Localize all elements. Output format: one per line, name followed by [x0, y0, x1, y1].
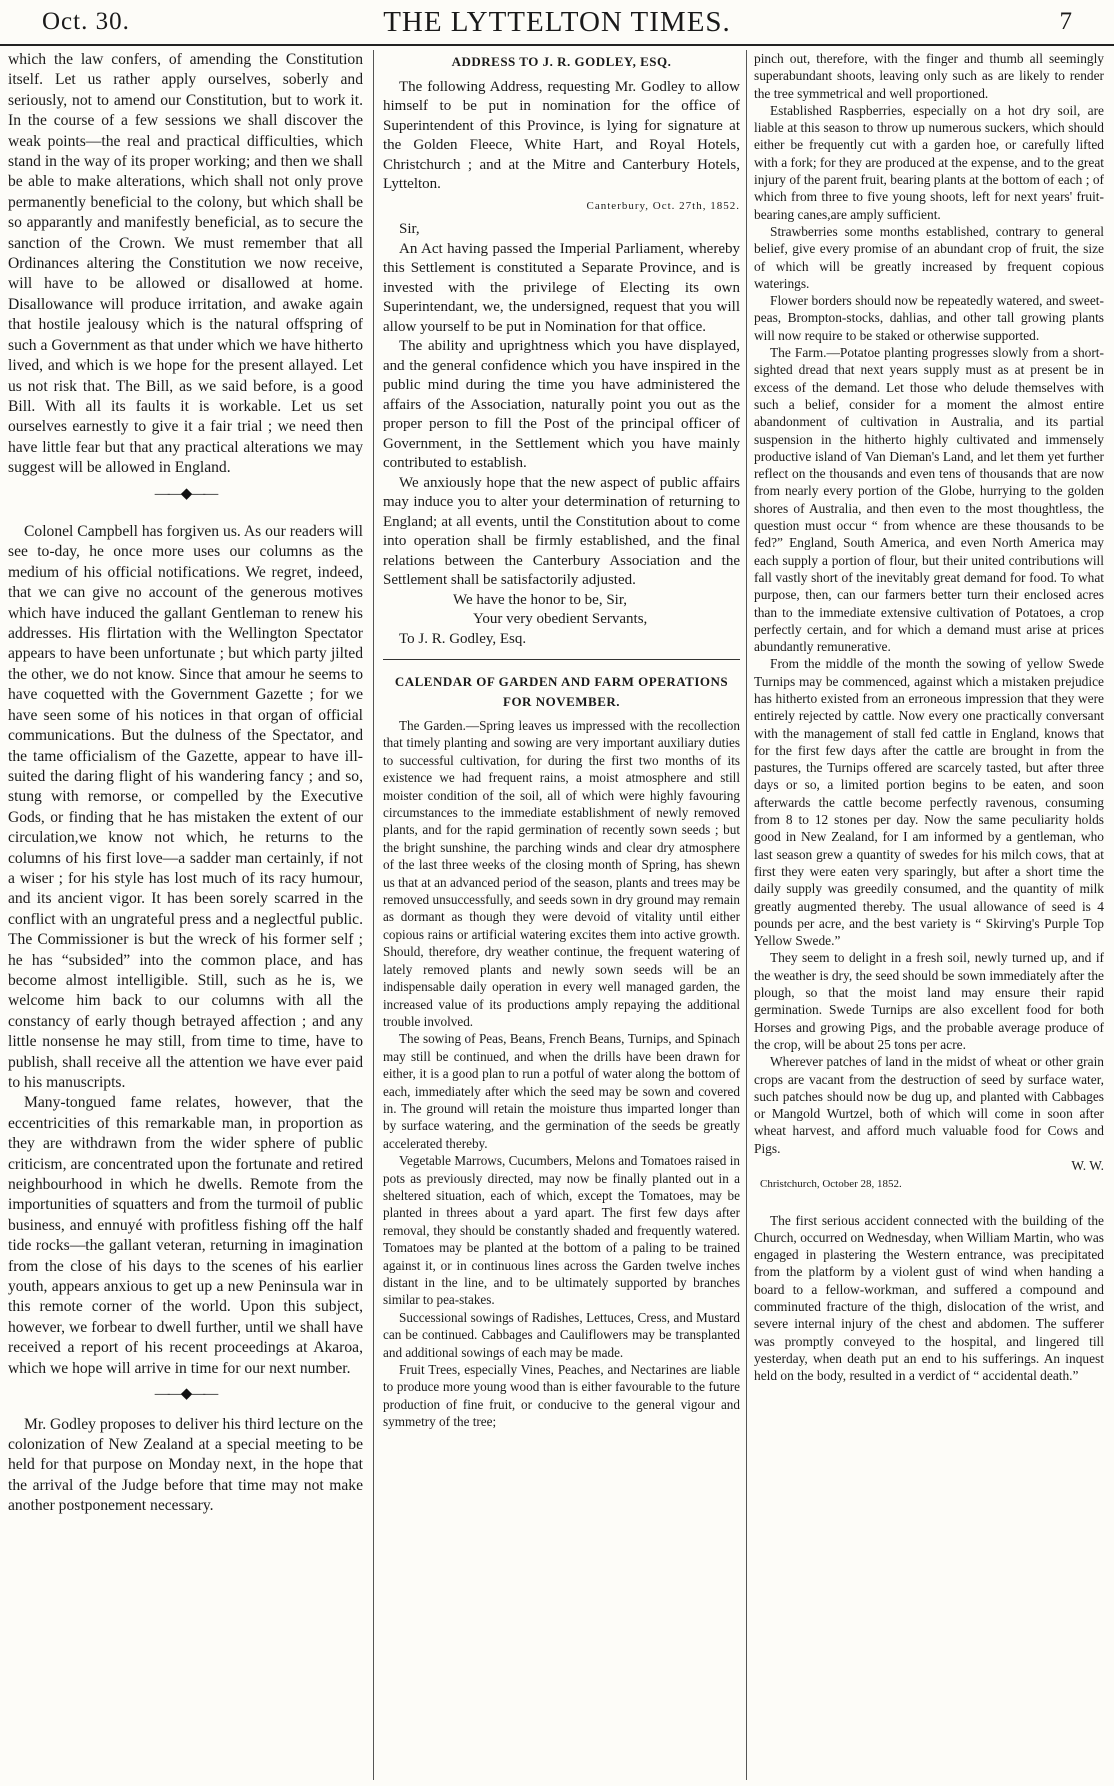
editorial-paragraph: Colonel Campbell has forgiven us. As our readers will see to-day, he once more uses our columns as the medium of his official notifications. We regret, indeed, that we can give no account of the generous motives which have induced the gallant Gentleman to renew his addresses. His flirtation with the Wellington Spectator appears to have been unfortunate ; but which party jilted the other, we do not know. Since that amour he seems to have coquetted with the Government Gazette ; for we have seen some of his notices in that organ of official communications. But the dulness of the Spectator, and the tame officialism of the Gazette, appear to have ill-suited the daring flight of his wandering fancy ; and so, stung with remorse, or compelled by the Executive Gods, or finding that he has mistaken the extent of our circulation,we know not which, he returns to the columns of his first love—a sadder man certainly, if not a wiser ; for his style has lost much of its racy humour, and its ancient vigor. It has been sorely scarred in the conflict with an ungrateful press and a neglectful public. The Commissioner is but the wreck of his former self ; he has “subsided” into the common place, and has become almost intelligible. Still, such as he is, we welcome him back to our columns with all the constancy of early though betrayed affection ; and any little nonsense he may still, from time to time, have to publish, shall receive all the attention we have ever paid to his manuscripts. — [8, 523, 363, 1091]
column-3 — [754, 50, 1104, 1782]
ornament-divider: ——◆—— — [154, 485, 217, 502]
place-date: Christchurch, October 28, 1852. — [760, 1178, 902, 1191]
page-number: 7 — [1059, 8, 1072, 35]
column-1 — [8, 50, 363, 1782]
closing-line: Your very obedient Servants, — [473, 611, 648, 627]
article-paragraph: An Act having passed the Imperial Parliament, whereby this Settlement is constituted a Separate Province, and is invested with the privilege of Electing its own Superintendant, we, the undersigned, request that you will allow yourself to be put in Nomination for that office. — [383, 240, 740, 335]
editorial-paragraph: Mr. Godley proposes to deliver his third lecture on the colonization of New Zealand at a special meeting to be held for that purpose on Monday next, in the hope that the arrival of the Judge before that time may not make another postponement necessary. — [8, 1415, 363, 1515]
article-paragraph: Wherever patches of land in the midst of wheat or other grain crops are vacant from the destruction of seed by surface water, such patches should now be dug up, and planted with Cabbages or Mangold Wurtzel, both of which will come in soon after wheat harvest, and afford much valuable food for Cows and Pigs. — [754, 1054, 1104, 1156]
article-paragraph: Successional sowings of Radishes, Lettuces, Cress, and Mustard can be continued. Cabbages and Cauliflowers may be transplanted and additional sowings of each may be made. — [383, 1309, 740, 1360]
article-paragraph: The ability and uprightness which you have displayed, and the general confidence which you have inspired in the public mind during the time you have administered the affairs of the Association, naturally point you out as the proper person to fill the Post of the principal officer of Government, in the Settlement which you have mainly contributed to establish. — [383, 338, 740, 471]
article-paragraph: The following Address, requesting Mr. Godley to allow himself to be put in nomination for the office of Superintendent of this Province, is lying for signature at the Golden Fleece, White Hart, and Royal Hotels, Christchurch ; and at the Mitre and Canterbury Hotels, Lyttelton. — [383, 78, 740, 192]
signature: W. W. — [1071, 1158, 1104, 1173]
article-paragraph: The sowing of Peas, Beans, French Beans, Turnips, and Spinach may still be continued, and when the drills have been drawn for either, it is a good plan to run a potful of water along the bottom of each, immediately after which the seed may be sown and covered in. The ground will retain the moisture thus imparted longer than by surface watering, and the germination of the seeds be greatly accelerated thereby. — [383, 1031, 740, 1151]
article-paragraph: The Farm.—Potatoe planting progresses slowly from a short-sighted dread that next years supply must as at present be in excess of the demand. Let those who delude themselves with such a belief, consider for a moment the almost entire abandonment of cultivation in Australia, and its partial suspension in the hitherto highly cultivated and immensely productive island of Van Dieman's Land, and let them yet further reflect on the thousands and even tens of thousands that are now from nearly every portion of the Globe, hurrying to the golden shores of Australia, and then even to the most thoughtless, the question must occur “ from whence are these thousands to be fed?” England, South America, and even North America may each supply a portion of flour, but their united contributions will fall vastly short of the inevitably great demand for food. To what purpose, then, can our farmers better turn their enclosed acres than to the immediate extensive cultivation of Potatoes, a crop perfectly certain, and for which a demand must arise at prices abundantly remunerative. — [754, 345, 1104, 655]
issue-date: Oct. 30. — [42, 8, 130, 35]
article-paragraph: pinch out, therefore, with the finger and thumb all seemingly superabundant shoots, leaving only such as are likely to render the tree symmetrical and well proportioned. — [754, 51, 1104, 101]
article-paragraph: Established Raspberries, especially on a hot dry soil, are liable at this season to throw up numerous suckers, which should either be frequently cut with a garden hoe, or carefully lifted with a fork; for they are produced at the expense, and to the great injury of the parent fruit, bearing plants at the bottom of each ; of which from three to five young shoots, left for next years' fruit-bearing canes,are amply sufficient. — [754, 102, 1104, 222]
newspaper-title: THE LYTTELTON TIMES. — [383, 6, 731, 38]
editorial-paragraph: which the law confers, of amending the Constitution itself. Let us rather apply ourselves, soberly and seriously, not to amend our Constitution, but to work it. In the course of a few sessions we shall discover the weak points—the real and practical difficulties, which stand in the way of its proper working; and then we shall be able to make alterations, which shall not only prove permanently beneficial to the colony, but which shall be so apparantly and manifestly beneficial, as to secure the sanction of the Crown. We must remember that all Ordinances altering the Constitution we now receive, will have to be allowed or disallowed at home. Disallowance will produce irritation, and awake again that hostile jealousy which is the natural offspring of such a Government as that under which we have hitherto lived, and which is we hope for the present allayed. Let us not risk that. The Bill, as we said before, is a good Bill. With all its faults it is workable. Let us set ourselves earnestly to give it a fair trial ; we need then have little fear but that any practical alterations we may suggest will be allowed in England. — [8, 51, 363, 477]
article-paragraph: Fruit Trees, especially Vines, Peaches, and Nectarines are liable to produce more young wood than is either favourable to the future production of fine fruit, or conducive to the general vigour and symmetry of the tree; — [383, 1362, 740, 1430]
article-paragraph: The first serious accident connected with the building of the Church, occurred on Wednesday, when William Martin, who was engaged in plastering the Western entrance, was precipitated from the platform by a violent gust of wind when handing a board to a fellow-workman, and suffered a compound and comminuted fracture of the thigh, dislocation of the wrist, and severe internal injury of the chest and abdomen. The sufferer was promptly conveyed to the hospital, and lingered till yesterday, when death put an end to his sufferings. An inquest held on the body, resulted in a verdict of “ accidental death.” — [754, 1212, 1104, 1384]
article-paragraph: We anxiously hope that the new aspect of public affairs may induce you to alter your determination of returning to England; at all events, until the Constitution about to come into operation shall be firmly established, and the final relations between the Canterbury Association and the Settlement shall be satisfactorily adjusted. — [383, 474, 740, 588]
ornament-divider: ——◆—— — [154, 1386, 217, 1403]
closing-line: We have the honor to be, Sir, — [453, 591, 627, 608]
article-paragraph: The Garden.—Spring leaves us impressed with the recollection that timely planting and sowing are very important auxiliary duties to successful cultivation, for during the first two months of its existence we had frequent rains, a moist atmosphere and still moister condition of the soil, all of which were highly favouring circumstances to the immediate establishment of newly removed plants, and for the rapid germination of recently sown seeds ; but the bright sunshine, the parching winds and clear dry atmosphere of the last three weeks of the closing month of Spring, has shewn us that at an advanced period of the season, plants and trees may be removed unsuccessfully, and seeds sown in dry ground may remain as dormant as though they were devoid of vitality until either copious rains or artificial watering excites them into active growth. Should, therefore, dry weather continue, the frequent watering of lately removed plants and newly sown seeds will be an indispensable daily operation in every well managed garden, the increased value of its productions amply repaying the additional trouble involved. — [383, 718, 740, 1029]
article-paragraph: Vegetable Marrows, Cucumbers, Melons and Tomatoes raised in pots as previously directed, may now be finally planted out in a sheltered situation, each of which, except the Tomatoes, may be planted in threes about a yard apart. The first few days after removal, they should be constantly shaded and frequently watered. Tomatoes may be planted at the bottom of a paling to be trained against it, or in continuous lines across the Garden twelve inches distant in the line, and to be ultimately supported by branches similar to pea-stakes. — [383, 1153, 740, 1308]
article-paragraph: From the middle of the month the sowing of yellow Swede Turnips may be commenced, against which a mistaken prejudice has hitherto existed from an erroneous impression that they were entirely rejected by cattle. Now every one practically conversant with the management of stall fed cattle in England, knows that for the first few days after the cattle are brought in from the pastures, the Turnips offered are scarcely tasted, but after three days or so, a limited portion begins to be eaten, and soon afterwards the cattle become perfectly ravenous, consuming from 8 to 12 stones per day. Now the same peculiarity holds good in New Zealand, for I am informed by a gentleman, who last season grew a quantity of swedes for his milch cows, that at first they were eaten very sparingly, but after a short time the daily supply was greedily consumed, and the quantity of milk greatly augmented thereby. The usual allowance of seed is 4 pounds per acre, and the best variety is “ Skirving's Purple Top Yellow Swede.” — [754, 656, 1104, 949]
column-divider-1 — [373, 50, 374, 1780]
addressee: To J. R. Godley, Esq. — [399, 630, 527, 647]
column-divider-2 — [746, 50, 747, 1780]
section-rule — [383, 659, 740, 660]
article-paragraph: Flower borders should now be repeatedly watered, and sweet-peas, Brompton-stocks, dahlias, and other tall growing plants will now require to be staked or otherwise supported. — [754, 293, 1104, 343]
calendar-heading: CALENDAR OF GARDEN AND FARM OPERATIONS FOR NOVEMBER. — [394, 674, 729, 709]
article-paragraph: They seem to delight in a fresh soil, newly turned up, and if the weather is dry, the seed should be sown immediately after the plough, so that the moist land may ensure their rapid germination. Swede Turnips are also excellent food for both Horses and growing Pigs, and the probable average produce of the crop, will be about 25 tons per acre. — [754, 950, 1104, 1052]
masthead — [0, 0, 1114, 46]
editorial-paragraph: Many-tongued fame relates, however, that the eccentricities of this remarkable man, in proportion as they are withdrawn from the wider sphere of public criticism, are concentrated upon the fortunate and retired neighbourhood in which he dwells. Remote from the importunities of squatters and from the turmoil of public business, and ennuyé with profitless fishing off the half tide rocks—the gallant veteran, returning in imagination from the close of his days to the scenes of his earlier youth, appears anxious to get up a new Peninsula war in this remote corner of the world. Upon this subject, however, we forbear to dwell further, until we shall have received a report of his recent proceedings at Akaroa, which we hope will arrive in time for our next number. — [8, 1094, 363, 1377]
dateline: Canterbury, Oct. 27th, 1852. — [586, 199, 740, 212]
column-2 — [383, 50, 740, 1782]
article-paragraph: Strawberries some months established, contrary to general belief, give every promise of an abundant crop of fruit, the size of which will be greatly increased by frequent copious waterings. — [754, 223, 1104, 291]
calendar-body — [383, 717, 740, 1431]
salutation: Sir, — [399, 221, 420, 237]
address-heading: ADDRESS TO J. R. GODLEY, ESQ. — [451, 54, 672, 69]
